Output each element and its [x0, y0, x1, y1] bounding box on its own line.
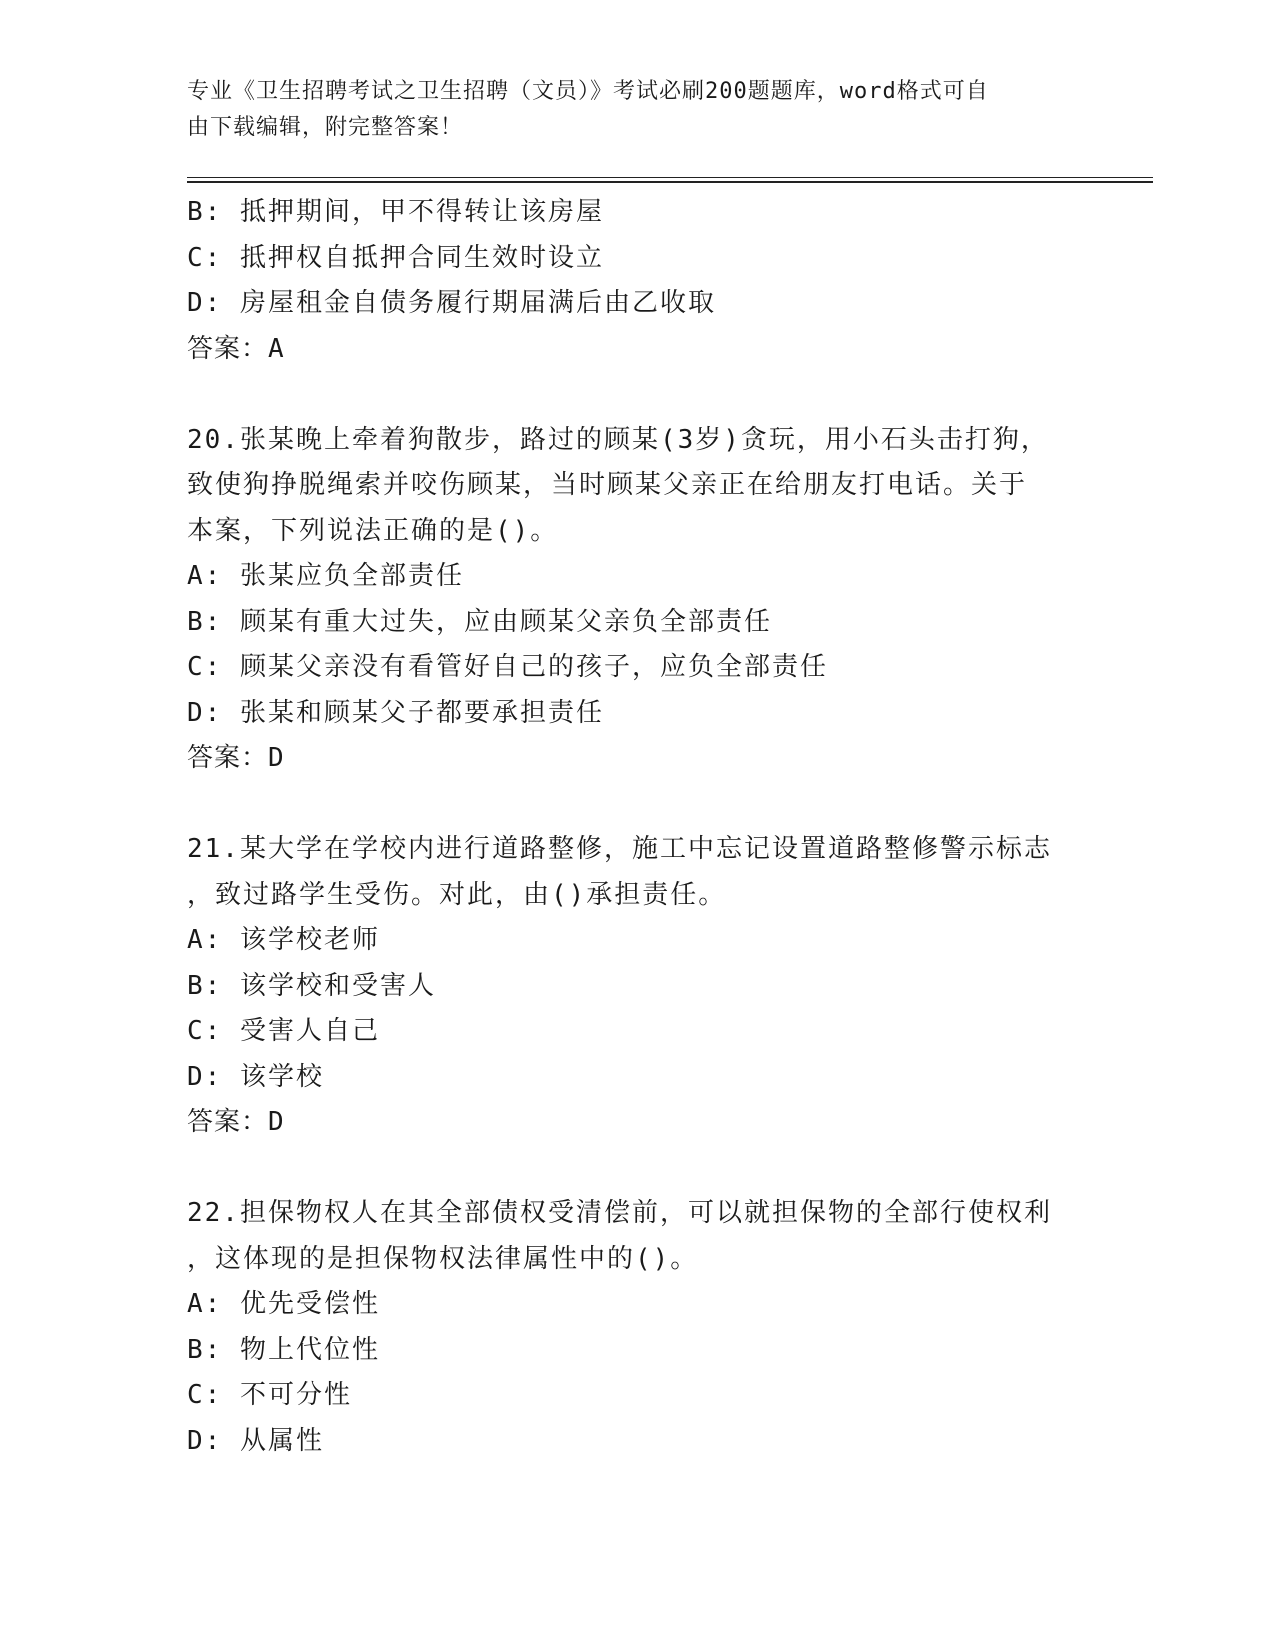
question-stem-line: ，致过路学生受伤。对此，由()承担责任。 — [187, 879, 727, 910]
option-a: A: 张某应负全部责任 — [187, 561, 464, 591]
option-c: C: 不可分性 — [187, 1380, 352, 1410]
question-stem-line: 21.某大学在学校内进行道路整修，施工中忘记设置道路整修警示标志 — [187, 834, 1052, 864]
header-line-2: 由下载编辑，附完整答案！ — [187, 115, 464, 140]
answer-label: 答案： — [187, 333, 269, 364]
document-header — [187, 74, 1067, 146]
header-line-1: 专业《卫生招聘考试之卫生招聘（文员）》考试必刷200题题库，word格式可自 — [187, 79, 989, 104]
option-d: D: 房屋租金自债务履行期届满后由乙收取 — [187, 288, 716, 318]
answer-value: D — [268, 1107, 286, 1137]
answer-line — [187, 327, 1087, 373]
option-b: B: 物上代位性 — [187, 1334, 380, 1365]
answer-value: A — [268, 333, 286, 364]
question-content — [187, 190, 1087, 1464]
option-c: C: 抵押权自抵押合同生效时设立 — [187, 242, 604, 273]
option-b: B: 抵押期间，甲不得转让该房屋 — [187, 197, 604, 227]
header-divider-thick — [187, 181, 1153, 183]
question-stem-line: 致使狗挣脱绳索并咬伤顾某，当时顾某父亲正在给朋友打电话。关于 — [187, 470, 1028, 500]
answer-line — [187, 736, 1087, 782]
option-b: B: 顾某有重大过失，应由顾某父亲负全部责任 — [187, 606, 772, 637]
option-d: D: 从属性 — [187, 1425, 324, 1456]
question-stem-line: 20.张某晚上牵着狗散步，路过的顾某(3岁)贪玩，用小石头击打狗， — [187, 424, 1049, 455]
header-divider-thin — [187, 177, 1153, 178]
question-22 — [187, 1191, 1087, 1464]
answer-label: 答案： — [187, 1107, 269, 1137]
option-d: D: 该学校 — [187, 1061, 324, 1092]
question-stem-line: 本案，下列说法正确的是()。 — [187, 515, 559, 546]
option-c: C: 顾某父亲没有看管好自己的孩子，应负全部责任 — [187, 652, 828, 682]
answer-value: D — [268, 743, 286, 773]
option-c: C: 受害人自己 — [187, 1016, 380, 1046]
question-stem-line: ，这体现的是担保物权法律属性中的()。 — [187, 1243, 699, 1274]
question-stem-line: 22.担保物权人在其全部债权受清偿前，可以就担保物的全部行使权利 — [187, 1198, 1052, 1228]
option-a: A: 该学校老师 — [187, 925, 380, 955]
answer-line — [187, 1100, 1087, 1146]
option-d: D: 张某和顾某父子都要承担责任 — [187, 697, 604, 728]
option-a: A: 优先受偿性 — [187, 1289, 380, 1319]
answer-label: 答案： — [187, 743, 269, 773]
question-19-continued — [187, 190, 1087, 372]
question-20 — [187, 418, 1087, 782]
question-21 — [187, 827, 1087, 1146]
option-b: B: 该学校和受害人 — [187, 970, 436, 1001]
